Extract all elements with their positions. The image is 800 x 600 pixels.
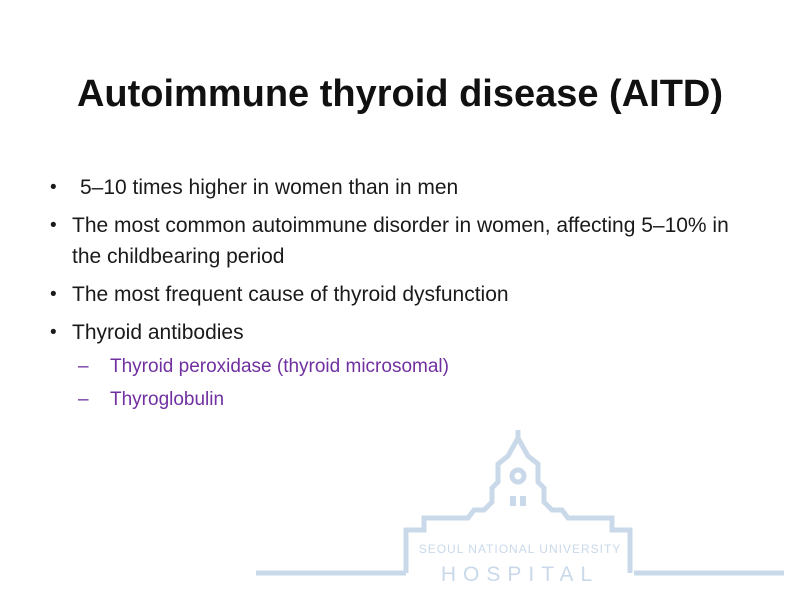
sub-bullet-item — [78, 383, 748, 416]
sub-bullet-item — [78, 350, 748, 383]
bullet-text: 5–10 times higher in women than in men — [80, 176, 459, 199]
watermark-line2: HOSPITAL — [440, 563, 600, 586]
hospital-watermark-logo — [256, 430, 784, 586]
bullet-item — [48, 317, 748, 416]
dash-icon: – — [78, 389, 89, 410]
watermark-line1: SEOUL NATIONAL UNIVERSITY — [418, 542, 622, 556]
dash-icon: – — [78, 356, 89, 377]
bullet-item — [48, 279, 748, 310]
bullet-text: The most frequent cause of thyroid dysfunction — [72, 283, 509, 306]
clock-face — [512, 470, 524, 482]
window — [520, 496, 526, 506]
window — [510, 496, 516, 506]
sub-bullet-text: Thyroglobulin — [110, 389, 225, 410]
bullet-dot-icon: • — [50, 322, 57, 343]
bullet-text: The most common autoimmune disorder in women, affecting 5–10% in the childbearing period — [72, 214, 729, 268]
bullet-dot-icon: • — [50, 215, 57, 236]
slide-title: Autoimmune thyroid disease (AITD) — [76, 73, 724, 115]
sub-bullet-list — [72, 350, 748, 416]
bullet-dot-icon: • — [50, 284, 57, 305]
sub-bullet-text: Thyroid peroxidase (thyroid microsomal) — [110, 356, 449, 377]
bullet-item — [48, 210, 748, 272]
bullet-dot-icon: • — [50, 177, 57, 198]
bullet-list — [48, 172, 748, 423]
bullet-item — [48, 172, 748, 203]
bullet-text: Thyroid antibodies — [72, 321, 244, 344]
